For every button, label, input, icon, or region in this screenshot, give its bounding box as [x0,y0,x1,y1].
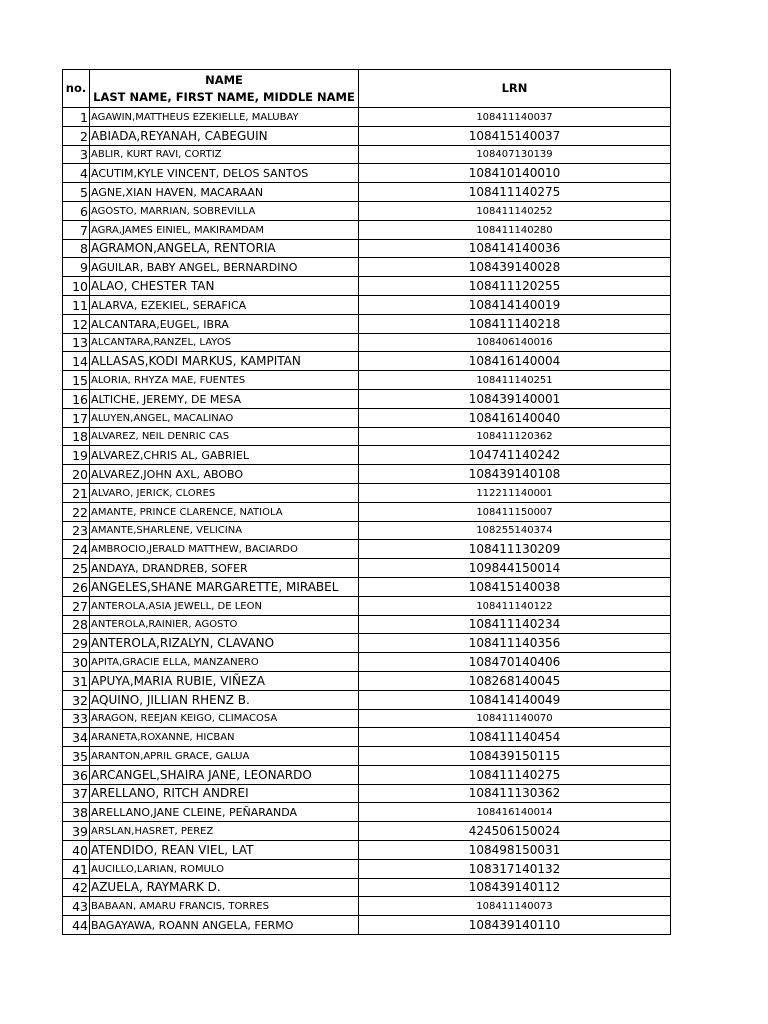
row-number: 27 [63,596,90,615]
table-row [63,878,671,897]
row-number: 41 [63,859,90,878]
table-row [63,145,671,164]
student-lrn: 109844150014 [359,559,671,578]
student-lrn: 108439150115 [359,747,671,766]
table-row [63,183,671,202]
student-lrn: 108439140112 [359,878,671,897]
row-number: 34 [63,728,90,747]
student-lrn: 108470140406 [359,653,671,672]
table-row [63,709,671,728]
table-row [63,277,671,296]
row-number: 21 [63,483,90,502]
student-name: AGOSTO, MARRIAN, SOBREVILLA [90,201,359,220]
student-lrn: 108439140108 [359,465,671,484]
student-name: ARANTON,APRIL GRACE, GALUA [90,747,359,766]
row-number: 9 [63,258,90,277]
table-row [63,427,671,446]
student-name: ALAO, CHESTER TAN [90,277,359,296]
student-list-table [62,69,671,935]
table-row [63,897,671,916]
row-number: 37 [63,784,90,803]
table-row [63,841,671,860]
student-lrn: 108411140280 [359,220,671,239]
student-name: ATENDIDO, REAN VIEL, LAT [90,841,359,860]
student-lrn: 108410140010 [359,164,671,183]
student-name: AGAWIN,MATTHEUS EZEKIELLE, MALUBAY [90,108,359,127]
student-name: BAGAYAWA, ROANN ANGELA, FERMO [90,916,359,935]
student-name: ANDAYA, DRANDREB, SOFER [90,559,359,578]
student-name: ALARVA, EZEKIEL, SERAFICA [90,295,359,314]
table-row [63,577,671,596]
row-number: 3 [63,145,90,164]
table-row [63,295,671,314]
row-number: 44 [63,916,90,935]
student-lrn: 424506150024 [359,822,671,841]
row-number: 26 [63,577,90,596]
table-row [63,634,671,653]
student-name: ALVAREZ, NEIL DENRIC CAS [90,427,359,446]
student-lrn: 108411140234 [359,615,671,634]
row-number: 20 [63,465,90,484]
student-name: ALUYEN,ANGEL, MACALINAO [90,408,359,427]
row-number: 7 [63,220,90,239]
student-name: ARELLANO,JANE CLEINE, PEÑARANDA [90,803,359,822]
row-number: 2 [63,126,90,145]
header-name [90,70,359,108]
row-number: 25 [63,559,90,578]
row-number: 32 [63,690,90,709]
table-row [63,540,671,559]
row-number: 39 [63,822,90,841]
student-name: ALLASAS,KODI MARKUS, KAMPITAN [90,352,359,371]
row-number: 14 [63,352,90,371]
row-number: 18 [63,427,90,446]
student-lrn: 108415140038 [359,577,671,596]
student-name: ALVAREZ,JOHN AXL, ABOBO [90,465,359,484]
table-row [63,465,671,484]
student-lrn: 108439140028 [359,258,671,277]
student-name: ANTEROLA,RAINIER, AGOSTO [90,615,359,634]
student-lrn: 108411140275 [359,183,671,202]
table-header [63,70,671,108]
header-no: no. [63,70,90,108]
row-number: 31 [63,671,90,690]
table-row [63,521,671,540]
table-row [63,859,671,878]
row-number: 23 [63,521,90,540]
student-lrn: 108411140037 [359,108,671,127]
student-lrn: 108439140110 [359,916,671,935]
row-number: 15 [63,371,90,390]
student-lrn: 108414140049 [359,690,671,709]
table-row [63,784,671,803]
student-lrn: 108317140132 [359,859,671,878]
student-name: ALCANTARA,RANZEL, LAYOS [90,333,359,352]
student-lrn: 108255140374 [359,521,671,540]
row-number: 42 [63,878,90,897]
student-name: AMBROCIO,JERALD MATTHEW, BACIARDO [90,540,359,559]
student-name: AUCILLO,LARIAN, ROMULO [90,859,359,878]
table-row [63,765,671,784]
row-number: 33 [63,709,90,728]
student-lrn: 108411130362 [359,784,671,803]
student-name: ALVARO, JERICK, CLORES [90,483,359,502]
header-name-title: NAME [205,72,243,87]
table-row [63,389,671,408]
student-name: AGRA,JAMES EINIEL, MAKIRAMDAM [90,220,359,239]
table-row [63,653,671,672]
row-number: 36 [63,765,90,784]
table-row [63,615,671,634]
row-number: 12 [63,314,90,333]
student-name: AGUILAR, BABY ANGEL, BERNARDINO [90,258,359,277]
row-number: 5 [63,183,90,202]
row-number: 16 [63,389,90,408]
student-lrn: 108411140454 [359,728,671,747]
student-name: ARAGON, REEJAN KEIGO, CLIMACOSA [90,709,359,728]
student-name: ARANETA,ROXANNE, HICBAN [90,728,359,747]
student-lrn: 108411140356 [359,634,671,653]
student-lrn: 108414140036 [359,239,671,258]
table-row [63,916,671,935]
student-name: ALORIA, RHYZA MAE, FUENTES [90,371,359,390]
table-body [63,108,671,935]
row-number: 1 [63,108,90,127]
row-number: 35 [63,747,90,766]
row-number: 38 [63,803,90,822]
student-lrn: 108268140045 [359,671,671,690]
table-row [63,728,671,747]
row-number: 6 [63,201,90,220]
student-lrn: 108415140037 [359,126,671,145]
student-lrn: 108411140251 [359,371,671,390]
student-lrn: 108411140252 [359,201,671,220]
student-lrn: 108411130209 [359,540,671,559]
table-row [63,314,671,333]
row-number: 11 [63,295,90,314]
table-row [63,371,671,390]
student-name: AQUINO, JILLIAN RHENZ B. [90,690,359,709]
student-lrn: 108416140004 [359,352,671,371]
student-lrn: 108406140016 [359,333,671,352]
table-row [63,352,671,371]
student-name: ARSLAN,HASRET, PEREZ [90,822,359,841]
student-lrn: 108411140275 [359,765,671,784]
table-row [63,747,671,766]
student-lrn: 108416140040 [359,408,671,427]
table-row [63,108,671,127]
student-lrn: 108411140073 [359,897,671,916]
table-row [63,333,671,352]
table-row [63,559,671,578]
row-number: 4 [63,164,90,183]
student-name: ARELLANO, RITCH ANDREI [90,784,359,803]
table-row [63,220,671,239]
student-name: ALVAREZ,CHRIS AL, GABRIEL [90,446,359,465]
student-lrn: 108407130139 [359,145,671,164]
table-row [63,822,671,841]
table-row [63,239,671,258]
student-name: ARCANGEL,SHAIRA JANE, LEONARDO [90,765,359,784]
table-row [63,201,671,220]
student-name: ANTEROLA,ASIA JEWELL, DE LEON [90,596,359,615]
student-lrn: 108414140019 [359,295,671,314]
table-row [63,164,671,183]
student-name: APUYA,MARIA RUBIE, VIÑEZA [90,671,359,690]
table-row [63,502,671,521]
row-number: 19 [63,446,90,465]
student-name: AZUELA, RAYMARK D. [90,878,359,897]
header-name-format: LAST NAME, FIRST NAME, MIDDLE NAME [93,89,355,104]
row-number: 28 [63,615,90,634]
table-row [63,671,671,690]
student-name: APITA,GRACIE ELLA, MANZANERO [90,653,359,672]
header-row [63,70,671,108]
row-number: 29 [63,634,90,653]
student-name: AGNE,XIAN HAVEN, MACARAAN [90,183,359,202]
student-name: ALTICHE, JEREMY, DE MESA [90,389,359,408]
student-lrn: 108498150031 [359,841,671,860]
table-row [63,408,671,427]
student-lrn: 104741140242 [359,446,671,465]
table-row [63,126,671,145]
table-row [63,690,671,709]
row-number: 43 [63,897,90,916]
row-number: 8 [63,239,90,258]
table-row [63,596,671,615]
student-name: BABAAN, AMARU FRANCIS, TORRES [90,897,359,916]
header-lrn: LRN [359,70,671,108]
student-lrn: 108439140001 [359,389,671,408]
row-number: 40 [63,841,90,860]
student-name: ABLIR, KURT RAVI, CORTIZ [90,145,359,164]
student-name: ANGELES,SHANE MARGARETTE, MIRABEL [90,577,359,596]
student-name: ACUTIM,KYLE VINCENT, DELOS SANTOS [90,164,359,183]
student-lrn: 108411140070 [359,709,671,728]
row-number: 13 [63,333,90,352]
student-lrn: 108411150007 [359,502,671,521]
row-number: 17 [63,408,90,427]
student-lrn: 108416140014 [359,803,671,822]
student-name: ALCANTARA,EUGEL, IBRA [90,314,359,333]
student-name: AMANTE, PRINCE CLARENCE, NATIOLA [90,502,359,521]
student-name: ANTEROLA,RIZALYN, CLAVANO [90,634,359,653]
student-name: AMANTE,SHARLENE, VELICINA [90,521,359,540]
student-lrn: 108411140218 [359,314,671,333]
student-lrn: 108411120255 [359,277,671,296]
student-lrn: 108411120362 [359,427,671,446]
table-row [63,258,671,277]
table-row [63,446,671,465]
student-lrn: 108411140122 [359,596,671,615]
row-number: 10 [63,277,90,296]
student-name: ABIADA,REYANAH, CABEGUIN [90,126,359,145]
row-number: 30 [63,653,90,672]
student-lrn: 112211140001 [359,483,671,502]
table-row [63,483,671,502]
student-name: AGRAMON,ANGELA, RENTORIA [90,239,359,258]
table-row [63,803,671,822]
row-number: 24 [63,540,90,559]
row-number: 22 [63,502,90,521]
